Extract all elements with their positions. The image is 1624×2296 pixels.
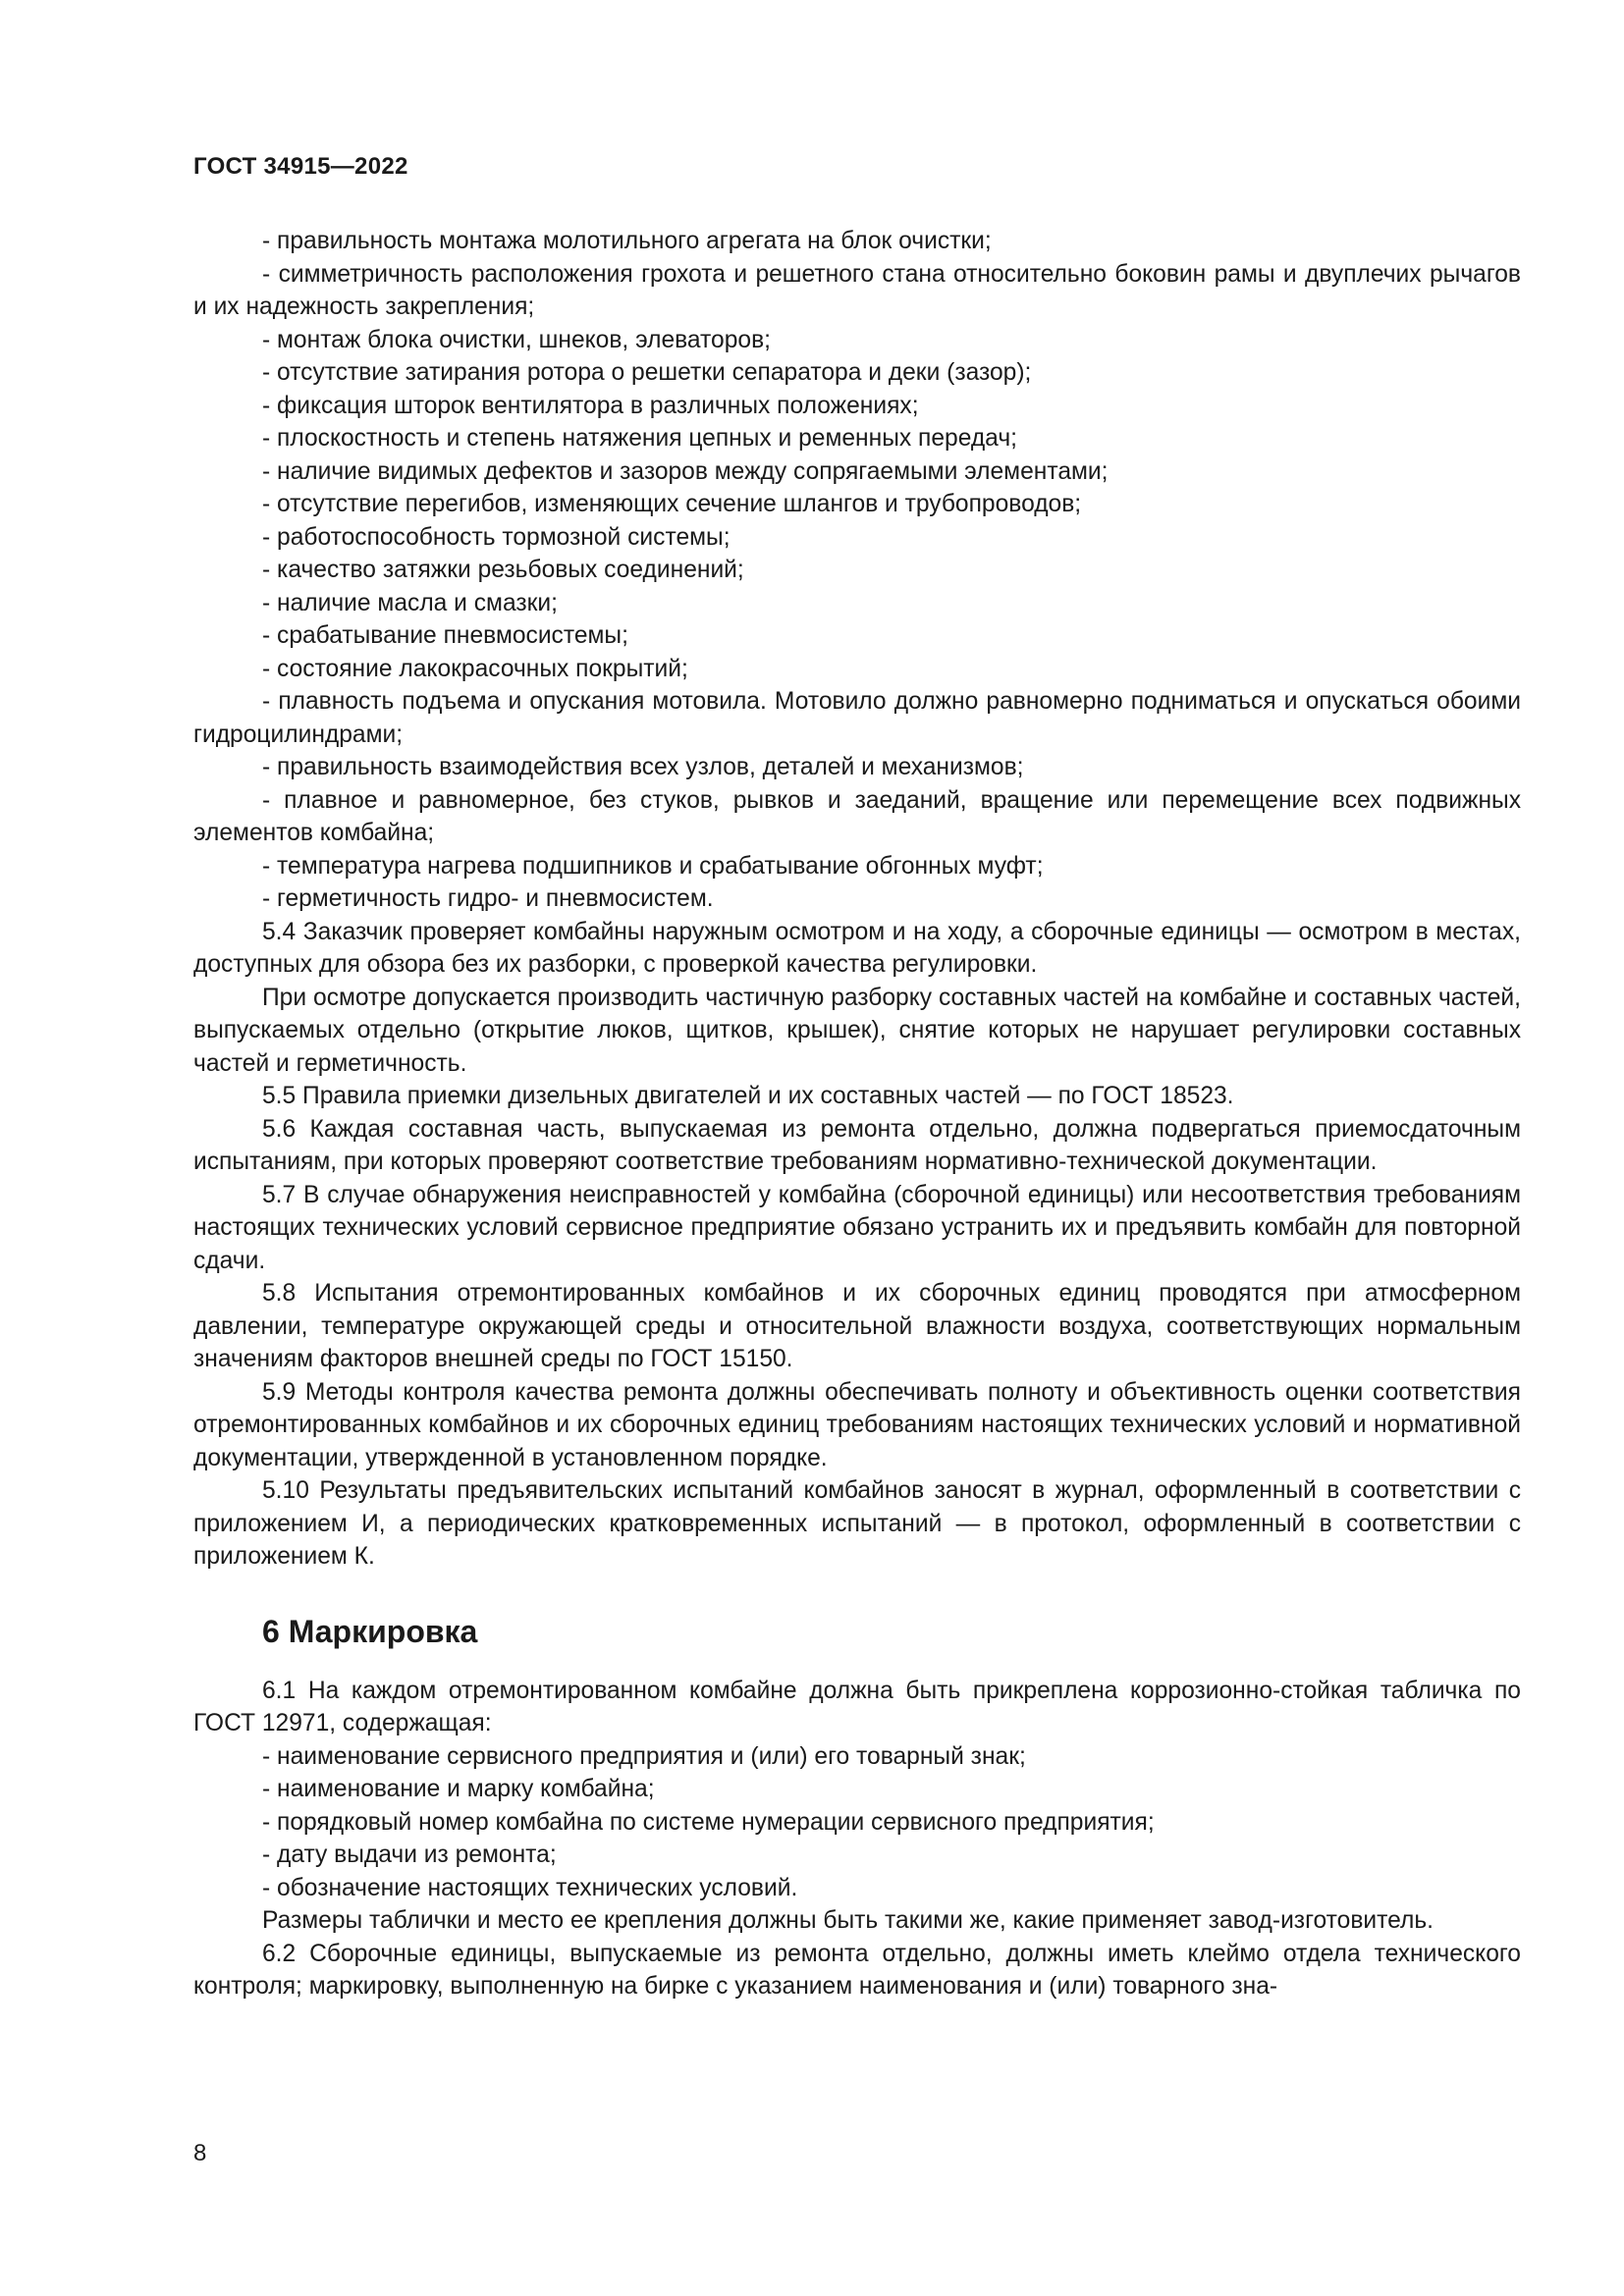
paragraph: - отсутствие затирания ротора о решетки сепаратора и деки (зазор); <box>262 359 1032 386</box>
paragraph: 5.6 Каждая составная часть, выпускаемая из ремонта отдельно, должна подвергаться приемосдаточным испытаниям, при которых проверяют соответствие требованиям нормативно-технической документации. <box>193 1115 1521 1175</box>
paragraph: 5.5 Правила приемки дизельных двигателей и их составных частей — по ГОСТ 18523. <box>262 1083 1234 1109</box>
page-number: 8 <box>193 2140 207 2166</box>
paragraph: - фиксация шторок вентилятора в различных положениях; <box>262 392 919 419</box>
paragraph: - отсутствие перегибов, изменяющих сечение шлангов и трубопроводов; <box>262 491 1082 517</box>
document-code: ГОСТ 34915—2022 <box>193 153 408 180</box>
paragraph: - плоскостность и степень натяжения цепных и ременных передач; <box>262 425 1017 452</box>
paragraph: - наличие видимых дефектов и зазоров между сопрягаемыми элементами; <box>262 457 1109 485</box>
paragraph: - работоспособность тормозной системы; <box>262 523 731 551</box>
paragraph: - срабатывание пневмосистемы; <box>262 622 628 649</box>
paragraph: - дату выдачи из ремонта; <box>262 1842 557 1868</box>
paragraph: - наименование сервисного предприятия и (или) его товарный знак; <box>262 1742 1026 1770</box>
paragraph: - плавное и равномерное, без стуков, рывков и заеданий, вращение или перемещение всех подвижных элементов комбайна; <box>193 786 1521 846</box>
paragraph: При осмотре допускается производить частичную разборку составных частей на комбайне и составных частей, выпускаемых отдельно (открытие люков, щитков, крышек), снятие которых не нарушает регулировки составных частей и герметичность. <box>193 984 1521 1077</box>
paragraph: - наименование и марку комбайна; <box>262 1776 655 1802</box>
paragraph: - правильность монтажа молотильного агрегата на блок очистки; <box>262 228 992 254</box>
paragraph: - качество затяжки резьбовых соединений; <box>262 557 744 583</box>
paragraph: - монтаж блока очистки, шнеков, элеваторов; <box>262 326 771 353</box>
paragraph: 6.1 На каждом отремонтированном комбайне должна быть прикреплена коррозионно-стойкая табличка по ГОСТ 12971, содержащая: <box>193 1677 1521 1736</box>
paragraph: 5.10 Результаты предъявительских испытаний комбайнов заносят в журнал, оформленный в соответствии с приложением И, а периодических кратковременных испытаний — в протокол, оформленный в соответствии с приложением К. <box>193 1477 1521 1570</box>
paragraph: Размеры таблички и место ее крепления должны быть такими же, какие применяет завод-изготовитель. <box>262 1907 1434 1934</box>
paragraph: - температура нагрева подшипников и срабатывание обгонных муфт; <box>262 852 1044 880</box>
paragraph: - состояние лакокрасочных покрытий; <box>262 655 688 682</box>
paragraph: 5.4 Заказчик проверяет комбайны наружным осмотром и на ходу, а сборочные единицы — осмотром в местах, доступных для обзора без их разборки, с проверкой качества регулировки. <box>193 918 1521 978</box>
paragraph: 5.8 Испытания отремонтированных комбайнов и их сборочных единиц проводятся при атмосферном давлении, температуре окружающей среды и относительной влажности воздуха, соответствующих нормальным значениям факторов внешней среды по ГОСТ 15150. <box>193 1280 1521 1372</box>
paragraph: - симметричность расположения грохота и решетного стана относительно боковин рамы и двуплечих рычагов и их надежность закрепления; <box>193 260 1521 320</box>
paragraph: 5.7 В случае обнаружения неисправностей у комбайна (сборочной единицы) или несоответствия требованиям настоящих технических условий сервисное предприятие обязано устранить их и предъявить комбайн для повторной сдачи. <box>193 1181 1521 1274</box>
paragraph: 5.9 Методы контроля качества ремонта должны обеспечивать полноту и объективность оценки соответствия отремонтированных комбайнов и их сборочных единиц требованиям настоящих технических условий и нормативной документации, утвержденной в установленном порядке. <box>193 1378 1521 1471</box>
paragraph: - плавность подъема и опускания мотовила. Мотовило должно равномерно подниматься и опускаться обоими гидроцилиндрами; <box>193 688 1521 748</box>
document-body <box>193 225 1521 2003</box>
paragraph: - наличие масла и смазки; <box>262 589 558 616</box>
paragraph: - герметичность гидро- и пневмосистем. <box>262 885 714 912</box>
paragraph: - порядковый номер комбайна по системе нумерации сервисного предприятия; <box>262 1808 1155 1836</box>
section-heading: 6 Маркировка <box>262 1613 478 1649</box>
paragraph: - правильность взаимодействия всех узлов, деталей и механизмов; <box>262 754 1024 780</box>
paragraph: 6.2 Сборочные единицы, выпускаемые из ремонта отдельно, должны иметь клеймо отдела технического контроля; маркировку, выполненную на бирке с указанием наименования и (или) товарного зна- <box>193 1940 1521 2000</box>
paragraph: - обозначение настоящих технических условий. <box>262 1874 798 1901</box>
